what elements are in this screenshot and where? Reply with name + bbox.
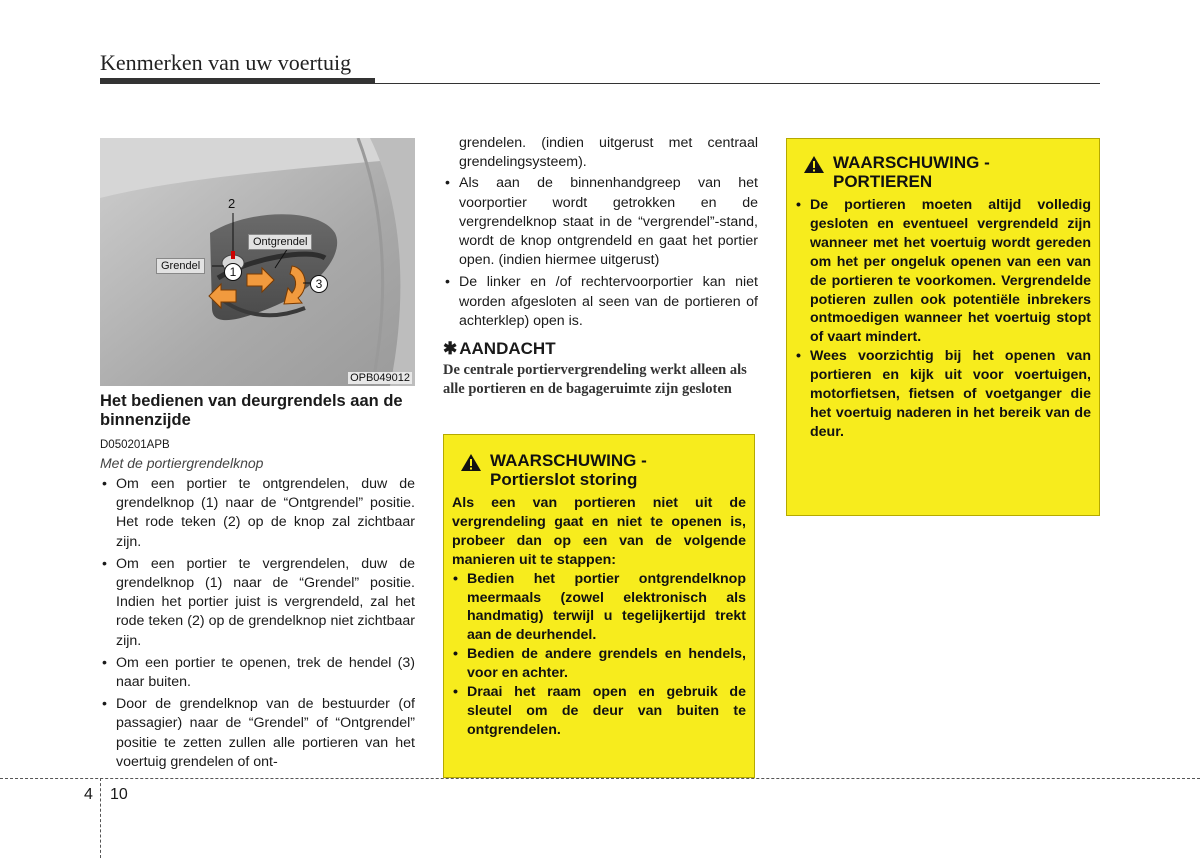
warning-title: WAARSCHUWING - bbox=[833, 153, 990, 172]
door-lock-illustration bbox=[100, 138, 415, 386]
warning-title: WAARSCHUWING - bbox=[490, 451, 647, 470]
callout-number-3: 3 bbox=[310, 275, 328, 293]
header-bar bbox=[100, 78, 375, 84]
list-item: • Wees voorzichtig bij het openen van portieren en kijk uit voor voertuigen, motorfietsen, fietsen of voetganger die het voertuig naderen in het bereik van de deur. bbox=[795, 347, 1091, 442]
section-code: D050201APB bbox=[100, 439, 170, 451]
list-item: • Om een portier te vergrendelen, duw de grendelknop (1) naar de “Grendel” positie. Indien het portier juist is vergrendeld, zal het rode teken (2) op de grendelknop niet zichtbaar zijn. bbox=[100, 555, 415, 651]
callout-ontgrendel-label: Ontgrendel bbox=[248, 234, 312, 250]
list-item: • Door de grendelknop van de bestuurder (of passagier) naar de “Grendel” of “Ontgrendel” positie te zetten zullen alle portieren van het voertuig grendelen of ont- bbox=[100, 695, 415, 772]
callout-number-2: 2 bbox=[228, 196, 236, 211]
column-middle bbox=[443, 134, 758, 398]
column-left bbox=[100, 392, 415, 775]
attention-heading-text: AANDACHT bbox=[459, 339, 556, 359]
page-header-title: Kenmerken van uw voertuig bbox=[100, 50, 352, 75]
warning-box-doors bbox=[786, 138, 1100, 516]
warning-body bbox=[452, 494, 746, 740]
list-item: • De linker en /of rechtervoorportier kan niet worden afgesloten al seen van de portieren of achterklep) open is. bbox=[443, 273, 758, 331]
list-item: • Bedien de andere grendels en hendels, voor en achter. bbox=[452, 645, 746, 683]
page-number: 10 bbox=[110, 786, 128, 803]
section-subheading: Met de portiergrendelknop bbox=[100, 455, 264, 471]
warning-intro: Als een van portieren niet uit de vergrendeling gaat en niet te openen is, probeer dan op een van de volgende manieren uit te stappen: bbox=[452, 495, 746, 568]
footer-rule bbox=[0, 778, 1200, 779]
figure-code: OPB049012 bbox=[350, 372, 410, 384]
section-title: Het bedienen van deurgrendels aan de binnenzijde bbox=[100, 392, 403, 429]
list-item: • Om een portier te ontgrendelen, duw de grendelknop (1) naar de “Ontgrendel” positie. Het rode teken (2) op de knop zal zichtbaar zijn. bbox=[100, 475, 415, 552]
warning-subtitle: Portierslot storing bbox=[490, 470, 638, 489]
footer-divider bbox=[100, 778, 101, 858]
list-item: • Als aan de binnenhandgreep van het voorportier wordt getrokken en de vergrendelknop staat in de “vergrendel”-stand, wordt de knop ontgrendeld en gaat het portier open. (indien hiermee uitgerust) bbox=[443, 174, 758, 270]
warning-subtitle: PORTIEREN bbox=[833, 172, 933, 191]
callout-grendel-label: Grendel bbox=[156, 258, 205, 274]
chapter-number: 4 bbox=[84, 786, 93, 803]
asterisk-icon: ✱ bbox=[443, 339, 458, 359]
warning-heading bbox=[795, 153, 1091, 191]
header-rule bbox=[375, 83, 1100, 84]
instructions-list bbox=[100, 475, 415, 772]
warning-heading bbox=[452, 451, 746, 489]
callout-number-1: 1 bbox=[224, 263, 242, 281]
warning-triangle-icon bbox=[460, 453, 482, 472]
warning-list bbox=[452, 570, 746, 740]
continued-text: grendelen. (indien uitgerust met centraal grendelingsysteem). bbox=[459, 135, 758, 171]
attention-heading bbox=[443, 339, 758, 359]
list-item: • Bedien het portier ontgrendelknop meermaals (zowel elektronisch als handmatig) terwijl u tegelijkertijd trekt aan de deurhendel. bbox=[452, 570, 746, 646]
list-item: • Draai het raam open en gebruik de sleutel om de deur van buiten te ontgrendelen. bbox=[452, 683, 746, 740]
attention-text: De centrale portiervergrendeling werkt alleen als alle portieren en de bagageruimte zijn gesloten bbox=[443, 362, 747, 397]
warning-list bbox=[795, 196, 1091, 442]
list-item: • De portieren moeten altijd volledig gesloten en eventueel vergrendeld zijn wanneer met het voertuig wordt gereden om het per ongeluk openen van een van de portieren te voorkomen. Vergrendelde potieren zullen ook potentiële inbrekers ontmoedigen wanneer het voertuig stopt of vaart mindert. bbox=[795, 196, 1091, 347]
instructions-list-continued bbox=[443, 174, 758, 331]
warning-box-door-lock bbox=[443, 434, 755, 778]
warning-triangle-icon bbox=[803, 155, 825, 174]
list-item: • Om een portier te openen, trek de hendel (3) naar buiten. bbox=[100, 654, 415, 692]
warning-body bbox=[795, 196, 1091, 442]
